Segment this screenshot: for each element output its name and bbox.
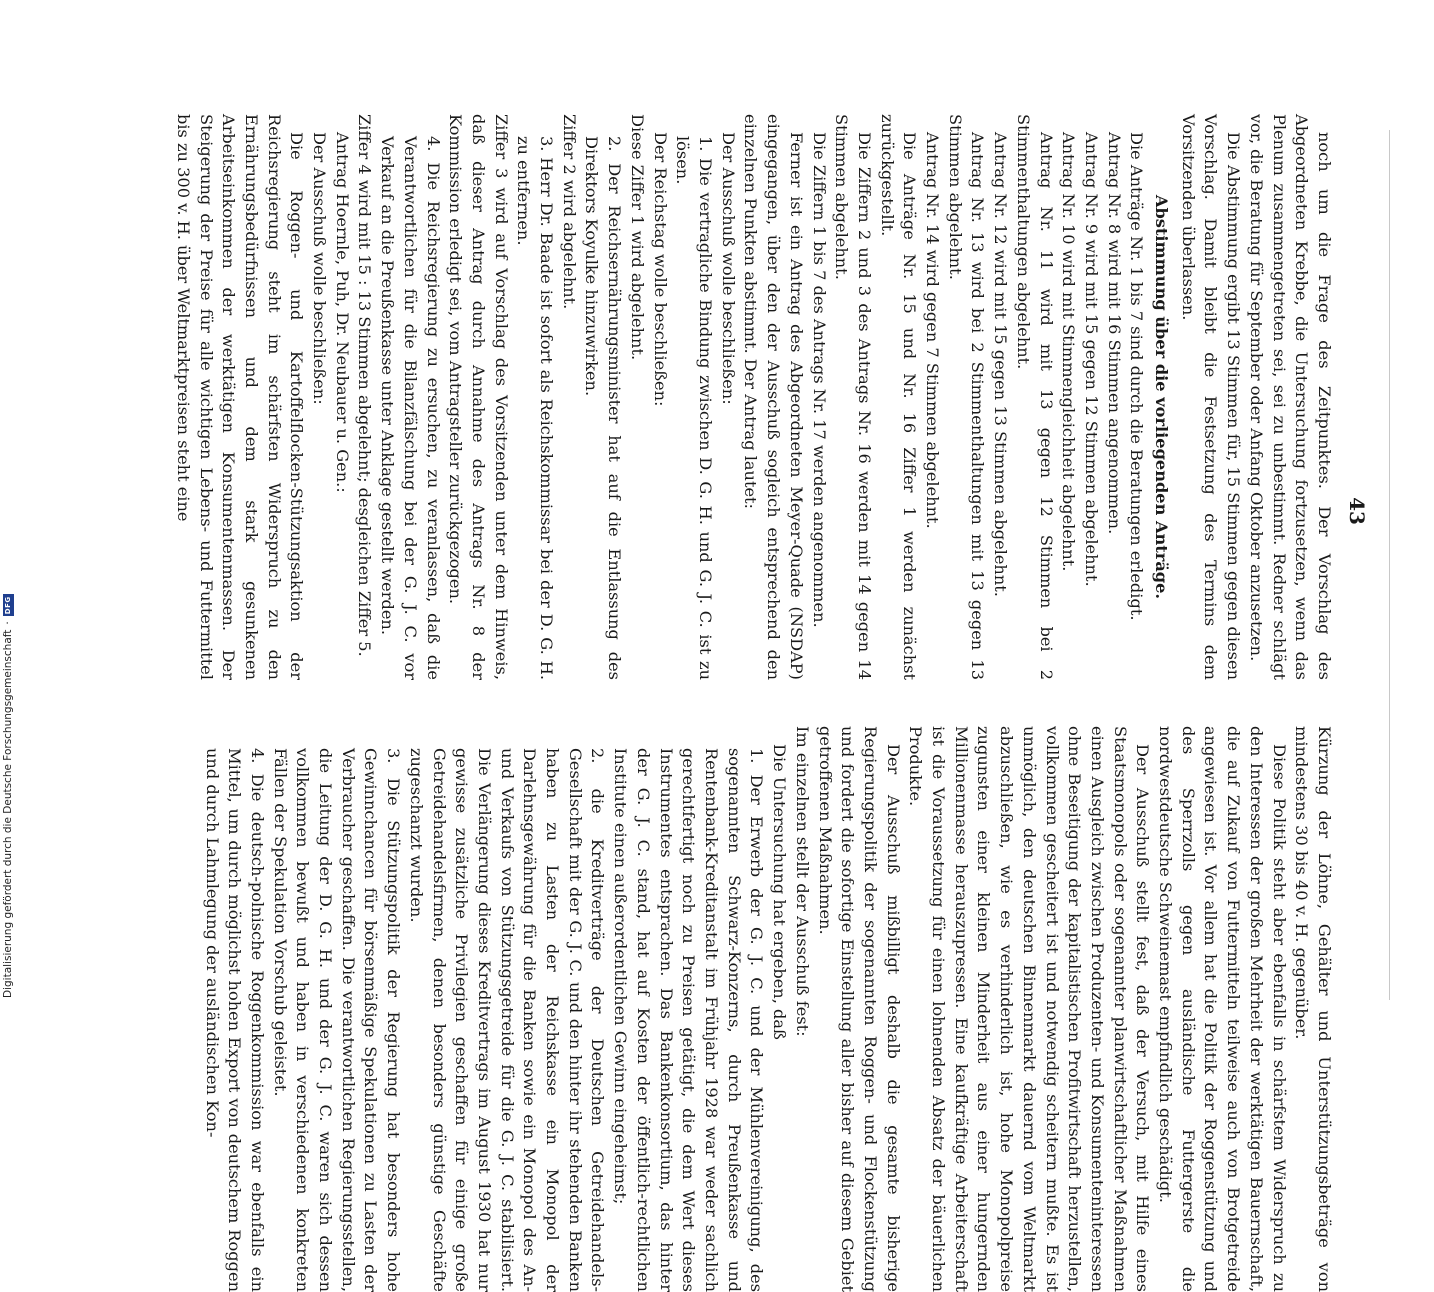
paragraph: Die Ziffern 2 und 3 des Antrags Nr. 16 werden mit 14 gegen 14 Stimmen abgelehnt. xyxy=(832,114,874,680)
paragraph: Ziffer 2 wird abgelehnt. xyxy=(559,114,579,310)
paragraph: 1. Der Erwerb der G. J. C. und der Mühlenvereinigung, des sogenannten Schwarz-Konzerns, durch Preußenkasse und Rentenbank-Kreditanstalt im Frühjahr 1928 war weder sachlich gerechtfertigt noch zu Preisen getätigt, die dem Wert dieses Instrumentes entsprachen. Das Bankenkonsortium, das hinter der G. J. C. stand, hat auf Kosten der öffentlich-rechtlichen Institute einen außerordentlichen Gewinn eingeheimst; xyxy=(611,748,767,1292)
paragraph: 2. Der Reichsernährungsminister hat auf die Entlassung des Direktors Koyulke hinzuwirken. xyxy=(582,136,625,680)
paragraph: Die Anträge Nr. 15 und Nr. 16 Ziffer 1 werden zunächst zurückgestellt. xyxy=(877,114,920,680)
left-column xyxy=(171,114,1335,680)
dfg-logo-icon: DFG xyxy=(3,594,14,616)
paragraph: Antrag Nr. 10 wird mit Stimmengleichheit abgelehnt. xyxy=(1059,132,1079,572)
page-edge xyxy=(1389,130,1390,1000)
paragraph: Der Ausschuß mißbilligt deshalb die gesamte bisherige Regierungspolitik der sogenannten Roggen- und Flockenstützung und fordert die sofortige Einstellung aller bisher auf diesem Gebiet getroffenen Maßnahmen. xyxy=(815,726,903,1292)
digitization-credit xyxy=(2,594,14,998)
paragraph: Diese Politik steht aber ebenfalls in schärfstem Widerspruch zu den Interessen der großen Mehrheit der werktätigen Bauernschaft, die auf Zukauf von Futtermitteln teilweise auch von Brotgetreide angewiesen ist. Vor allem hat die Politik der Roggenstützung und des Sperrzolls gegen ausländische Futtergerste die nordwestdeutsche Schweinemast empfindlich geschädigt. xyxy=(1156,726,1289,1292)
paragraph: Die Roggen- und Kartoffelflocken-Stützungsaktion der Reichsregierung steht im schärfsten Widerspruch zu den Ernährungsbedürfnissen und dem stark gesunkenen Arbeitseinkommen der werktätigen Konsumentenmassen. Der Steigerung der Preise für alle wichtigen Lebens- und Futtermittel bis zu 300 v. H. über Weltmarktpreisen steht eine xyxy=(173,114,307,680)
credit-separator: · xyxy=(2,621,14,625)
paragraph: Im einzelnen stellt der Ausschuß fest: xyxy=(792,726,812,1037)
credit-text: Digitalisierung gefördert durch die Deutsche Forschungsgemeinschaft xyxy=(2,629,14,998)
paragraph: Die Ziffern 1 bis 7 des Antrags Nr. 17 werden angenommen. xyxy=(809,132,829,628)
paragraph: Der Ausschuß wolle beschließen: xyxy=(310,132,330,405)
paragraph: Die Anträge Nr. 1 bis 7 sind durch die Beratungen erledigt. xyxy=(1127,132,1147,621)
paragraph: Diese Ziffer 1 wird abgelehnt. xyxy=(627,114,647,361)
paragraph: Antrag Nr. 11 wird mit 13 gegen 12 Stimmen bei 2 Stimmenthaltungen abgelehnt. xyxy=(1013,114,1056,680)
paragraph: Der Reichstag wolle beschließen: xyxy=(650,132,670,407)
paragraph: Antrag Nr. 13 wird bei 2 Stimmenthaltungen mit 13 gegen 13 Stimmen abgelehnt. xyxy=(945,114,988,680)
paragraph: 2. die Kreditverträge der Deutschen Getreidehandels-Gesellschaft mit der G. J. C. und den hinter ihr stehenden Banken haben zu Lasten der Reichskasse ein Monopol der Darlehnsgewährung für die Banken sowie ein Monopol des An- und Verkaufs von Stützungsgetreide für die G. J. C. stabilisiert. Die Verlängerung dieses Kreditvertrags im August 1930 hat nur gewisse zusätzliche Privilegien geschaffen für einige große Getreidehandelsfirmen, denen besonders günstige Geschäfte zugeschanzt wurden. xyxy=(406,748,608,1292)
paragraph: Ziffer 4 wird mit 15 : 13 Stimmen abgelehnt; desgleichen Ziffer 5. xyxy=(355,114,375,657)
paragraph: noch um die Frage des Zeitpunktes. Der Vorschlag des Abgeordneten Krebbe, die Untersuchung fortzusetzen, wenn das Plenum zusammengetreten sei, sei zu unbestimmt. Redner schlägt vor, die Beratung für September oder Anfang Oktober anzusetzen. xyxy=(1246,114,1334,680)
right-column xyxy=(200,726,1335,1292)
paragraph: Antrag Nr. 12 wird mit 15 gegen 13 Stimmen abgelehnt. xyxy=(991,132,1011,597)
paragraph: 3. Herr Dr. Baade ist sofort als Reichskommissar bei der D. G. H. zu entfernen. xyxy=(514,136,557,680)
paragraph: Antrag Nr. 8 wird mit 16 Stimmen angenommen. xyxy=(1104,132,1124,535)
paragraph: Ferner ist ein Antrag des Abgeordneten Meyer-Quade (NSDAP) eingegangen, über den der Ausschuß sogleich entsprechend den einzelnen Punkten abstimmt. Der Antrag lautet: xyxy=(741,114,806,680)
paragraph: Antrag Hoernle, Puh, Dr. Neubauer u. Gen.: xyxy=(332,132,352,493)
paragraph: 4. Die deutsch-polnische Roggenkommission war ebenfalls ein Mittel, um durch möglichst hohen Export von deutschem Roggen und durch Lahmlegung der ausländischen Kon- xyxy=(202,748,267,1292)
document-page xyxy=(137,76,1387,1292)
paragraph: Antrag Nr. 9 wird mit 15 gegen 12 Stimmen abgelehnt. xyxy=(1081,132,1101,587)
paragraph: Die Untersuchung hat ergeben, daß xyxy=(770,744,790,1040)
paragraph: Der Ausschuß wolle beschließen: xyxy=(718,132,738,405)
page-number: 43 xyxy=(1345,497,1369,525)
paragraph: Kürzung der Löhne, Gehälter und Unterstützungsbeträge von mindestens 30 bis 40 v. H. gegenüber. xyxy=(1292,726,1334,1292)
paragraph: Der Ausschuß stellt fest, daß der Versuch, mit Hilfe eines Staatsmonopols oder sogenannter planwirtschaftlicher Maßnahmen einen Ausgleich zwischen Produzenten- und Konsumenteninteressen ohne Beseitigung der kapitalistischen Profitwirtschaft herzustellen, vollkommen gescheitert ist und notwendig scheitern mußte. Es ist unmöglich, den deutschen Binnenmarkt dauernd vom Weltmarkt abzuschließen, wie es verhinderlich ist, hohe Monopolpreise zugunsten einer kleinen Minderheit aus einer hungernden Millionenmasse herauszupressen. Eine kaufkräftige Arbeiterschaft ist die Voraussetzung für einen lohnenden Absatz der bäuerlichen Produkte. xyxy=(906,726,1153,1292)
paragraph: 1. Die vertragliche Bindung zwischen D. G. H. und G. J. C. ist zu lösen. xyxy=(673,136,716,680)
paragraph: 4. Die Reichsregierung zu ersuchen, zu veranlassen, daß die Verantwortlichen für die Bilanzfälschung bei der G. J. C. vor Verkauf an die Preußenkasse unter Anklage gestellt werden. xyxy=(378,136,443,680)
paragraph: 3. Die Stützungspolitik der Regierung hat besonders hohe Gewinnchancen für börsenmäßige Spekulationen zu Lasten der Verbraucher geschaffen. Die verantwortlichen Regierungsstellen, die Leitung der D. G. H. und der G. J. C. waren sich dessen vollkommen bewußt und haben in verschiedenen konkreten Fällen der Spekulation Vorschub geleistet. xyxy=(270,748,404,1292)
section-heading: Abstimmung über die vorliegenden Anträge. xyxy=(1152,194,1172,600)
paragraph: Antrag Nr. 14 wird gegen 7 Stimmen abgelehnt. xyxy=(923,132,943,529)
paragraph: Die Abstimmung ergibt 13 Stimmen für, 15 Stimmen gegen diesen Vorschlag. Damit bleibt die Festsetzung des Termins dem Vorsitzenden überlassen. xyxy=(1178,114,1244,680)
paragraph: Ziffer 3 wird auf Vorschlag des Vorsitzenden unter dem Hinweis, daß dieser Antrag durch Annahme des Antrags Nr. 8 der Kommission erledigt sei, vom Antragsteller zurückgezogen. xyxy=(446,114,511,680)
